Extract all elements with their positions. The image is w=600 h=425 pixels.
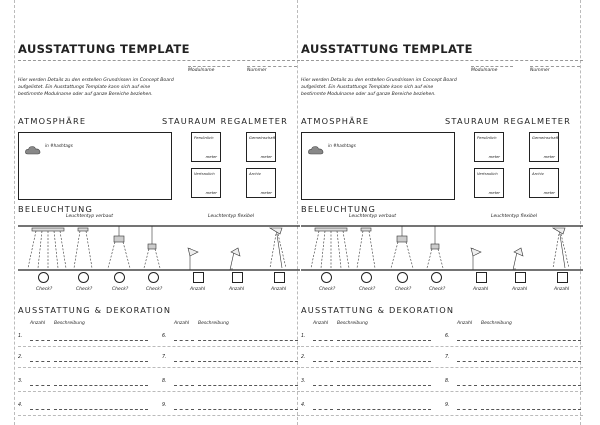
beschreibung-input[interactable] xyxy=(481,409,581,410)
row-number: 6. xyxy=(162,334,167,339)
box-unit: meter xyxy=(488,154,500,159)
hashtag-label: in #hashtags xyxy=(45,143,73,148)
box-unit: meter xyxy=(205,190,217,195)
box-label: Vertraulich xyxy=(194,171,215,176)
stauraum-box-vertraulich[interactable] xyxy=(191,168,221,198)
row-divider xyxy=(18,415,300,416)
col-beschreibung-label: Beschreibung xyxy=(337,321,368,326)
box-label: Archiv xyxy=(532,171,544,176)
stauraum-box-gemeinschaft[interactable] xyxy=(529,132,559,162)
check-circle-2[interactable] xyxy=(361,272,372,283)
anzahl-box-2[interactable] xyxy=(232,272,243,283)
row-number: 4. xyxy=(301,403,306,408)
col-anzahl-label: Anzahl xyxy=(457,321,473,326)
beschreibung-input[interactable] xyxy=(337,409,431,410)
box-label: Persönlich xyxy=(194,135,214,140)
row-number: 4. xyxy=(18,403,23,408)
beschreibung-input[interactable] xyxy=(481,340,581,341)
beschreibung-input[interactable] xyxy=(54,385,148,386)
anzahl-label: Anzahl xyxy=(229,287,245,292)
anzahl-input[interactable] xyxy=(313,409,333,410)
beleuchtung-heading: BELEUCHTUNG xyxy=(18,204,94,214)
anzahl-input[interactable] xyxy=(457,409,477,410)
anzahl-box-1[interactable] xyxy=(476,272,487,283)
template-title: AUSSTATTUNG TEMPLATE xyxy=(301,42,473,56)
check-circle-1[interactable] xyxy=(321,272,332,283)
anzahl-input[interactable] xyxy=(174,340,194,341)
box-label: Persönlich xyxy=(477,135,497,140)
nummer-label: Nummer xyxy=(247,68,267,73)
anzahl-input[interactable] xyxy=(30,385,50,386)
anzahl-label: Anzahl xyxy=(190,287,206,292)
anzahl-box-3[interactable] xyxy=(274,272,285,283)
lamp-illustration xyxy=(18,224,300,284)
stauraum-box-persoenlich[interactable] xyxy=(191,132,221,162)
check-label: Check? xyxy=(395,287,412,292)
cloud-icon xyxy=(25,140,41,159)
anzahl-box-1[interactable] xyxy=(193,272,204,283)
anzahl-box-3[interactable] xyxy=(557,272,568,283)
leuchtentyp-verbaut-label: Leuchtentyp verbaut xyxy=(349,214,397,219)
atmosphaere-heading: ATMOSPHÄRE xyxy=(301,116,370,126)
row-number: 7. xyxy=(445,355,450,360)
check-label: Check? xyxy=(429,287,446,292)
anzahl-input[interactable] xyxy=(30,361,50,362)
row-number: 3. xyxy=(18,379,23,384)
check-label: Check? xyxy=(76,287,93,292)
beschreibung-input[interactable] xyxy=(54,361,148,362)
template-title: AUSSTATTUNG TEMPLATE xyxy=(18,42,190,56)
beschreibung-input[interactable] xyxy=(337,385,431,386)
box-unit: meter xyxy=(205,154,217,159)
row-divider xyxy=(301,391,583,392)
col-beschreibung-label: Beschreibung xyxy=(198,321,229,326)
intro-text: Hier werden Details zu den erstellen Grundrissen im Concept Board aufgelistet. Ein Ausstattungs Template kann sich auf eine bestimmte Modulname oder auf ganze Bereiche beziehen. xyxy=(301,78,457,97)
anzahl-input[interactable] xyxy=(313,361,333,362)
leuchtentyp-verbaut-label: Leuchtentyp verbaut xyxy=(66,214,114,219)
template-page-left xyxy=(18,0,300,425)
modulname-label: Modulname xyxy=(188,68,215,73)
atmosphaere-box[interactable] xyxy=(301,132,455,200)
box-label: Archiv xyxy=(249,171,261,176)
stauraum-box-gemeinschaft[interactable] xyxy=(246,132,276,162)
beschreibung-input[interactable] xyxy=(481,385,581,386)
check-label: Check? xyxy=(359,287,376,292)
check-label: Check? xyxy=(146,287,163,292)
stauraum-heading: STAURAUM REGALMETER xyxy=(445,116,572,126)
anzahl-label: Anzahl xyxy=(473,287,489,292)
dekoration-heading: AUSSTATTUNG & DEKORATION xyxy=(301,305,455,315)
stauraum-heading: STAURAUM REGALMETER xyxy=(162,116,289,126)
beschreibung-input[interactable] xyxy=(198,409,298,410)
row-divider xyxy=(301,415,583,416)
stauraum-box-archiv[interactable] xyxy=(529,168,559,198)
check-circle-4[interactable] xyxy=(148,272,159,283)
box-label: Gemeinschaft xyxy=(532,135,559,140)
anzahl-input[interactable] xyxy=(457,361,477,362)
beschreibung-input[interactable] xyxy=(198,361,298,362)
modulname-line[interactable] xyxy=(188,66,230,67)
nummer-line[interactable] xyxy=(530,66,580,67)
row-number: 2. xyxy=(301,355,306,360)
anzahl-box-2[interactable] xyxy=(515,272,526,283)
beschreibung-input[interactable] xyxy=(54,340,148,341)
anzahl-input[interactable] xyxy=(457,385,477,386)
stauraum-box-persoenlich[interactable] xyxy=(474,132,504,162)
nummer-line[interactable] xyxy=(247,66,297,67)
anzahl-input[interactable] xyxy=(174,385,194,386)
anzahl-label: Anzahl xyxy=(554,287,570,292)
check-circle-1[interactable] xyxy=(38,272,49,283)
atmosphaere-box[interactable] xyxy=(18,132,172,200)
modulname-label: Modulname xyxy=(471,68,498,73)
box-unit: meter xyxy=(543,154,555,159)
row-divider xyxy=(301,367,583,368)
anzahl-input[interactable] xyxy=(30,409,50,410)
row-number: 1. xyxy=(18,334,23,339)
atmosphaere-heading: ATMOSPHÄRE xyxy=(18,116,87,126)
col-anzahl-label: Anzahl xyxy=(30,321,46,326)
lamp-illustration xyxy=(301,224,583,284)
box-unit: meter xyxy=(543,190,555,195)
stauraum-box-archiv[interactable] xyxy=(246,168,276,198)
leuchtentyp-flexibel-label: Leuchtentyp flexibel xyxy=(491,214,538,219)
page-edge-left xyxy=(14,0,15,425)
beleuchtung-heading: BELEUCHTUNG xyxy=(301,204,377,214)
beschreibung-input[interactable] xyxy=(198,340,298,341)
row-number: 7. xyxy=(162,355,167,360)
modulname-line[interactable] xyxy=(471,66,513,67)
check-label: Check? xyxy=(112,287,129,292)
row-number: 6. xyxy=(445,334,450,339)
box-unit: meter xyxy=(260,154,272,159)
anzahl-input[interactable] xyxy=(313,340,333,341)
row-number: 9. xyxy=(162,403,167,408)
col-anzahl-label: Anzahl xyxy=(313,321,329,326)
box-unit: meter xyxy=(260,190,272,195)
anzahl-label: Anzahl xyxy=(512,287,528,292)
anzahl-input[interactable] xyxy=(30,340,50,341)
stauraum-box-vertraulich[interactable] xyxy=(474,168,504,198)
col-anzahl-label: Anzahl xyxy=(174,321,190,326)
row-number: 9. xyxy=(445,403,450,408)
col-beschreibung-label: Beschreibung xyxy=(481,321,512,326)
intro-text: Hier werden Details zu den erstellen Grundrissen im Concept Board aufgelistet. Ein Ausstattungs Template kann sich auf eine bestimmte Modulname oder auf ganze Bereiche beziehen. xyxy=(18,78,174,97)
check-label: Check? xyxy=(36,287,53,292)
title-underline xyxy=(301,60,583,61)
row-number: 3. xyxy=(301,379,306,384)
beschreibung-input[interactable] xyxy=(198,385,298,386)
box-label: Gemeinschaft xyxy=(249,135,276,140)
anzahl-input[interactable] xyxy=(174,361,194,362)
row-divider xyxy=(301,346,583,347)
row-number: 8. xyxy=(445,379,450,384)
beschreibung-input[interactable] xyxy=(337,361,431,362)
col-beschreibung-label: Beschreibung xyxy=(54,321,85,326)
cloud-icon xyxy=(308,140,324,159)
check-circle-4[interactable] xyxy=(431,272,442,283)
row-number: 1. xyxy=(301,334,306,339)
nummer-label: Nummer xyxy=(530,68,550,73)
dekoration-heading: AUSSTATTUNG & DEKORATION xyxy=(18,305,172,315)
row-divider xyxy=(18,346,300,347)
box-label: Vertraulich xyxy=(477,171,498,176)
anzahl-input[interactable] xyxy=(457,340,477,341)
anzahl-label: Anzahl xyxy=(271,287,287,292)
row-number: 2. xyxy=(18,355,23,360)
beschreibung-input[interactable] xyxy=(337,340,431,341)
row-divider xyxy=(18,391,300,392)
check-circle-3[interactable] xyxy=(114,272,125,283)
beschreibung-input[interactable] xyxy=(54,409,148,410)
anzahl-input[interactable] xyxy=(174,409,194,410)
leuchtentyp-flexibel-label: Leuchtentyp flexibel xyxy=(208,214,255,219)
row-divider xyxy=(18,367,300,368)
anzahl-input[interactable] xyxy=(313,385,333,386)
template-page-right xyxy=(301,0,583,425)
box-unit: meter xyxy=(488,190,500,195)
row-number: 8. xyxy=(162,379,167,384)
title-underline xyxy=(18,60,300,61)
beschreibung-input[interactable] xyxy=(481,361,581,362)
check-circle-3[interactable] xyxy=(397,272,408,283)
check-label: Check? xyxy=(319,287,336,292)
hashtag-label: in #hashtags xyxy=(328,143,356,148)
check-circle-2[interactable] xyxy=(78,272,89,283)
